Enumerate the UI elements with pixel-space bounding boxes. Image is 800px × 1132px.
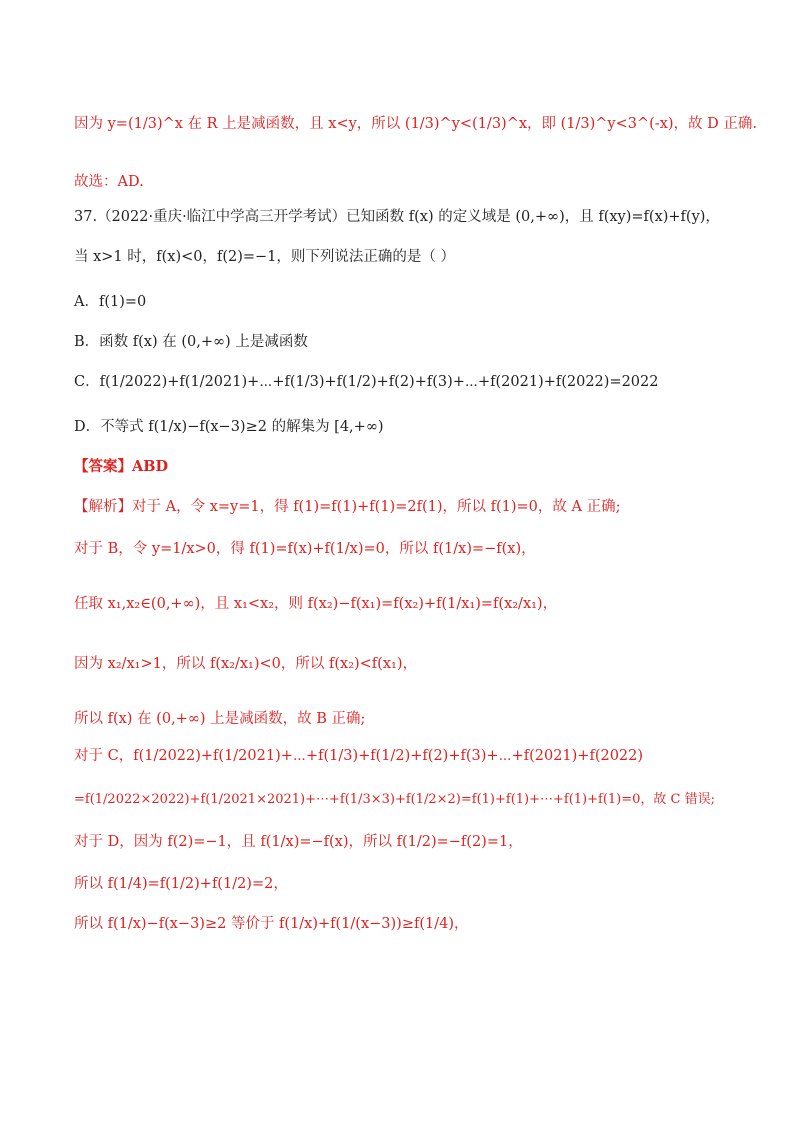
solution-a [74, 495, 760, 516]
answer-text: 【答案】ABD [74, 458, 169, 475]
solution-b-1-text: 对于 B，令 y=1/x>0，得 f(1)=f(x)+f(1/x)=0，所以 f(1/x)=−f(x)， [74, 541, 536, 557]
solution-b-2 [74, 592, 760, 613]
solution-d-3 [74, 912, 760, 933]
solution-b-4-text: 所以 f(x) 在 (0,+∞) 上是减函数，故 B 正确; [74, 711, 366, 727]
solution-c-1-text: 对于 C，f(1/2022)+f(1/2021)+⋯+f(1/3)+f(1/2)+f(2)+f(3)+⋯+f(2021)+f(2022) [74, 748, 644, 764]
question-37-line2 [74, 245, 760, 266]
solution-b-1 [74, 537, 760, 558]
option-b [74, 330, 760, 351]
solution-line-d-prev [74, 112, 760, 133]
solution-d-3-text: 所以 f(1/x)−f(x−3)≥2 等价于 f(1/x)+f(1/(x−3))≥f(1/4)， [74, 916, 469, 932]
solution-b-2-text: 任取 x₁,x₂∈(0,+∞)，且 x₁<x₂，则 f(x₂)−f(x₁)=f(x₂)+f(1/x₁)=f(x₂/x₁)， [74, 596, 558, 612]
solution-d-1 [74, 830, 760, 851]
choice-summary-text: 故选：AD. [74, 174, 144, 190]
option-d-text: D．不等式 f(1/x)−f(x−3)≥2 的解集为 [4,+∞) [74, 419, 384, 435]
solution-d-1-text: 对于 D，因为 f(2)=−1，且 f(1/x)=−f(x)，所以 f(1/2)=−f(2)=1， [74, 834, 523, 850]
question-37-line1 [74, 205, 760, 226]
solution-d-2 [74, 872, 760, 893]
option-a [74, 290, 760, 311]
solution-d-2-text: 所以 f(1/4)=f(1/2)+f(1/2)=2， [74, 876, 288, 892]
choice-summary [74, 170, 760, 191]
solution-a-text: 【解析】对于 A，令 x=y=1，得 f(1)=f(1)+f(1)=2f(1)，所以 f(1)=0，故 A 正确; [74, 499, 621, 515]
solution-b-3-text: 因为 x₂/x₁>1，所以 f(x₂/x₁)<0，所以 f(x₂)<f(x₁)， [74, 656, 417, 672]
option-b-text: B．函数 f(x) 在 (0,+∞) 上是减函数 [74, 334, 308, 350]
solution-c-2-text: =f(1/2022×2022)+f(1/2021×2021)+⋯+f(1/3×3)+f(1/2×2)=f(1)+f(1)+⋯+f(1)+f(1)=0，故 C 错误; [74, 792, 715, 807]
question-37-text-2: 当 x>1 时，f(x)<0，f(2)=−1，则下列说法正确的是（ ） [74, 249, 456, 265]
answer-line [74, 455, 760, 476]
text-line: 因为 y=(1/3)^x 在 R 上是减函数，且 x<y，所以 (1/3)^y<(1/3)^x，即 (1/3)^y<3^(-x)，故 D 正确. [74, 116, 757, 132]
option-a-text: A．f(1)=0 [74, 294, 147, 310]
solution-b-3 [74, 652, 760, 673]
option-c-text: C．f(1/2022)+f(1/2021)+⋯+f(1/3)+f(1/2)+f(2)+f(3)+⋯+f(2021)+f(2022)=2022 [74, 374, 659, 390]
solution-b-4 [74, 707, 760, 728]
option-d [74, 415, 760, 436]
solution-c-1 [74, 744, 760, 765]
solution-c-2 [74, 788, 760, 807]
question-37-text-1: 37.（2022·重庆·临江中学高三开学考试）已知函数 f(x) 的定义域是 (0,+∞)，且 f(xy)=f(x)+f(y)， [74, 209, 720, 225]
option-c [74, 370, 760, 391]
